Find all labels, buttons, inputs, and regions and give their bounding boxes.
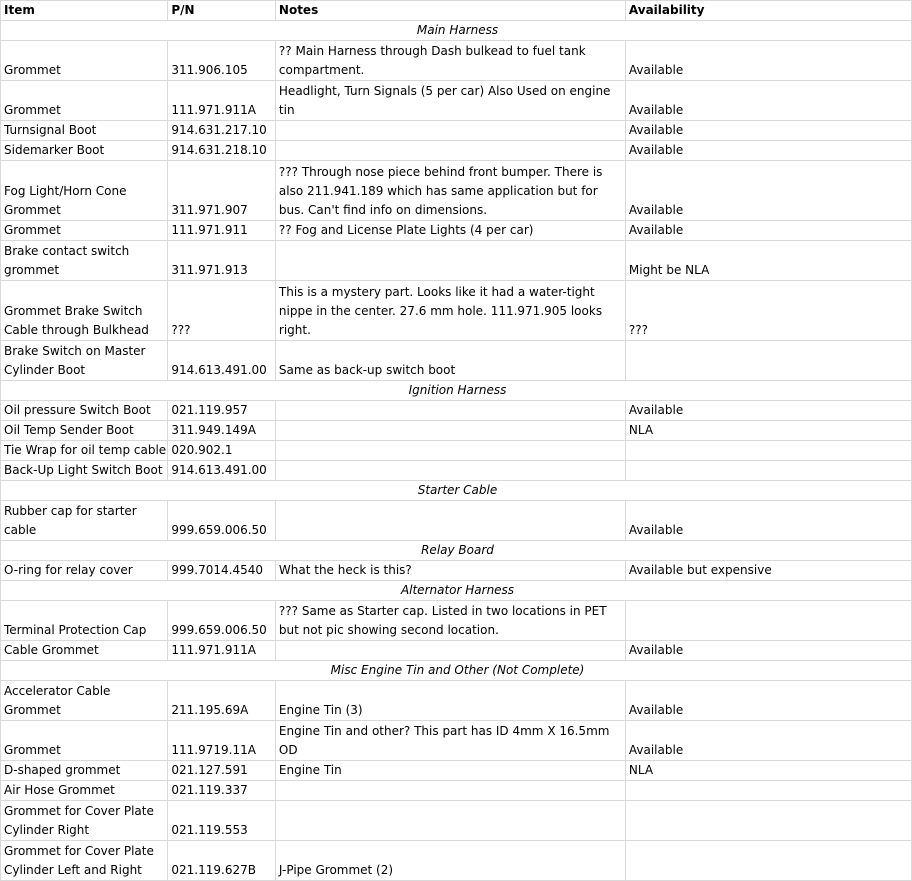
cell-item[interactable]: Terminal Protection Cap [1,601,168,641]
cell-item[interactable]: Back-Up Light Switch Boot [1,461,168,481]
table-row [1,121,912,141]
section-row [1,21,912,41]
cell-pn[interactable]: 311.971.913 [168,241,276,281]
cell-notes[interactable]: Engine Tin and other? This part has ID 4mm X 16.5mm OD [275,721,625,761]
cell-availability[interactable] [625,801,911,841]
section-row [1,541,912,561]
cell-availability[interactable]: Available [625,141,911,161]
cell-availability[interactable]: Available [625,501,911,541]
cell-notes[interactable]: Engine Tin (3) [275,681,625,721]
section-title[interactable]: Starter Cable [1,481,912,501]
header-notes[interactable]: Notes [275,1,625,21]
table-row [1,781,912,801]
cell-item[interactable]: Grommet [1,221,168,241]
table-row [1,681,912,721]
cell-item[interactable]: Brake Switch on Master Cylinder Boot [1,341,168,381]
cell-notes[interactable]: ??? Through nose piece behind front bumper. There is also 211.941.189 which has same application but for bus. Can't find info on dimensions. [275,161,625,221]
table-row [1,221,912,241]
cell-availability[interactable]: Available but expensive [625,561,911,581]
header-pn[interactable]: P/N [168,1,276,21]
section-row [1,481,912,501]
section-row [1,661,912,681]
section-row [1,581,912,601]
cell-item[interactable]: Air Hose Grommet [1,781,168,801]
cell-pn[interactable]: 021.127.591 [168,761,276,781]
cell-pn[interactable]: 914.613.491.00 [168,461,276,481]
cell-pn[interactable]: 111.971.911A [168,81,276,121]
cell-availability[interactable]: NLA [625,421,911,441]
parts-table-body [1,1,912,881]
cell-notes[interactable]: What the heck is this? [275,561,625,581]
cell-availability[interactable]: Available [625,721,911,761]
cell-pn[interactable]: 914.613.491.00 [168,341,276,381]
table-row [1,341,912,381]
cell-availability[interactable]: Available [625,81,911,121]
cell-pn[interactable]: 021.119.957 [168,401,276,421]
cell-pn[interactable]: 914.631.218.10 [168,141,276,161]
table-row [1,241,912,281]
cell-notes[interactable] [275,641,625,661]
cell-item[interactable]: Grommet for Cover Plate Cylinder Right [1,801,168,841]
cell-item[interactable]: Grommet for Cover Plate Cylinder Left and Right [1,841,168,881]
cell-pn[interactable]: 021.119.337 [168,781,276,801]
cell-item[interactable]: Grommet Brake Switch Cable through Bulkhead [1,281,168,341]
table-row [1,641,912,661]
cell-pn[interactable]: 111.9719.11A [168,721,276,761]
cell-item[interactable]: Turnsignal Boot [1,121,168,141]
section-title[interactable]: Misc Engine Tin and Other (Not Complete) [1,661,912,681]
header-availability[interactable]: Availability [625,1,911,21]
cell-item[interactable]: Fog Light/Horn Cone Grommet [1,161,168,221]
cell-pn[interactable]: 111.971.911A [168,641,276,661]
cell-item[interactable]: Grommet [1,41,168,81]
cell-availability[interactable]: Might be NLA [625,241,911,281]
cell-notes[interactable]: ?? Main Harness through Dash bulkead to fuel tank compartment. [275,41,625,81]
cell-item[interactable]: Rubber cap for starter cable [1,501,168,541]
cell-availability[interactable]: Available [625,41,911,81]
cell-item[interactable]: Grommet [1,81,168,121]
cell-notes[interactable]: This is a mystery part. Looks like it had a water-tight nippe in the center. 27.6 mm hole. 111.971.905 looks right. [275,281,625,341]
table-row [1,401,912,421]
cell-item[interactable]: Tie Wrap for oil temp cable [1,441,168,461]
cell-pn[interactable]: 999.7014.4540 [168,561,276,581]
cell-notes[interactable] [275,801,625,841]
cell-notes[interactable]: ??? Same as Starter cap. Listed in two locations in PET but not pic showing second location. [275,601,625,641]
cell-availability[interactable] [625,341,911,381]
cell-notes[interactable] [275,781,625,801]
cell-notes[interactable]: ?? Fog and License Plate Lights (4 per car) [275,221,625,241]
table-row [1,561,912,581]
cell-pn[interactable]: 111.971.911 [168,221,276,241]
cell-pn[interactable]: 914.631.217.10 [168,121,276,141]
cell-availability[interactable]: Available [625,121,911,141]
section-title[interactable]: Ignition Harness [1,381,912,401]
cell-availability[interactable] [625,781,911,801]
section-row [1,381,912,401]
cell-notes[interactable] [275,441,625,461]
table-row [1,421,912,441]
header-row [1,1,912,21]
table-row [1,721,912,761]
cell-availability[interactable] [625,601,911,641]
cell-availability[interactable]: Available [625,161,911,221]
cell-item[interactable]: Oil pressure Switch Boot [1,401,168,421]
cell-notes[interactable]: Same as back-up switch boot [275,341,625,381]
cell-notes[interactable] [275,461,625,481]
table-row [1,601,912,641]
section-title[interactable]: Main Harness [1,21,912,41]
header-item[interactable]: Item [1,1,168,21]
cell-availability[interactable]: ??? [625,281,911,341]
cell-pn[interactable]: 311.949.149A [168,421,276,441]
cell-pn[interactable]: 211.195.69A [168,681,276,721]
cell-availability[interactable]: Available [625,221,911,241]
table-row [1,281,912,341]
cell-notes[interactable] [275,401,625,421]
cell-pn[interactable]: 021.119.627B [168,841,276,881]
table-row [1,41,912,81]
table-row [1,141,912,161]
cell-notes[interactable]: Headlight, Turn Signals (5 per car) Also Used on engine tin [275,81,625,121]
cell-notes[interactable]: Engine Tin [275,761,625,781]
cell-pn[interactable]: ??? [168,281,276,341]
table-row [1,81,912,121]
cell-item[interactable]: D-shaped grommet [1,761,168,781]
table-row [1,461,912,481]
cell-pn[interactable]: 311.906.105 [168,41,276,81]
section-title[interactable]: Relay Board [1,541,912,561]
cell-pn[interactable]: 021.119.553 [168,801,276,841]
cell-availability[interactable]: Available [625,401,911,421]
cell-notes[interactable] [275,241,625,281]
cell-availability[interactable]: NLA [625,761,911,781]
cell-notes[interactable] [275,121,625,141]
table-row [1,501,912,541]
cell-pn[interactable]: 999.659.006.50 [168,501,276,541]
cell-pn[interactable]: 020.902.1 [168,441,276,461]
cell-availability[interactable]: Available [625,641,911,661]
cell-item[interactable]: Accelerator Cable Grommet [1,681,168,721]
table-row [1,761,912,781]
cell-item[interactable]: Sidemarker Boot [1,141,168,161]
cell-item[interactable]: Brake contact switch grommet [1,241,168,281]
cell-item[interactable]: O-ring for relay cover [1,561,168,581]
cell-availability[interactable] [625,441,911,461]
cell-notes[interactable] [275,141,625,161]
cell-item[interactable]: Grommet [1,721,168,761]
table-row [1,841,912,881]
table-row [1,161,912,221]
cell-item[interactable]: Cable Grommet [1,641,168,661]
cell-availability[interactable]: Available [625,681,911,721]
section-title[interactable]: Alternator Harness [1,581,912,601]
cell-notes[interactable] [275,421,625,441]
table-row [1,441,912,461]
cell-notes[interactable]: J-Pipe Grommet (2) [275,841,625,881]
cell-item[interactable]: Oil Temp Sender Boot [1,421,168,441]
cell-notes[interactable] [275,501,625,541]
cell-availability[interactable] [625,461,911,481]
cell-availability[interactable] [625,841,911,881]
cell-pn[interactable]: 999.659.006.50 [168,601,276,641]
cell-pn[interactable]: 311.971.907 [168,161,276,221]
table-row [1,801,912,841]
